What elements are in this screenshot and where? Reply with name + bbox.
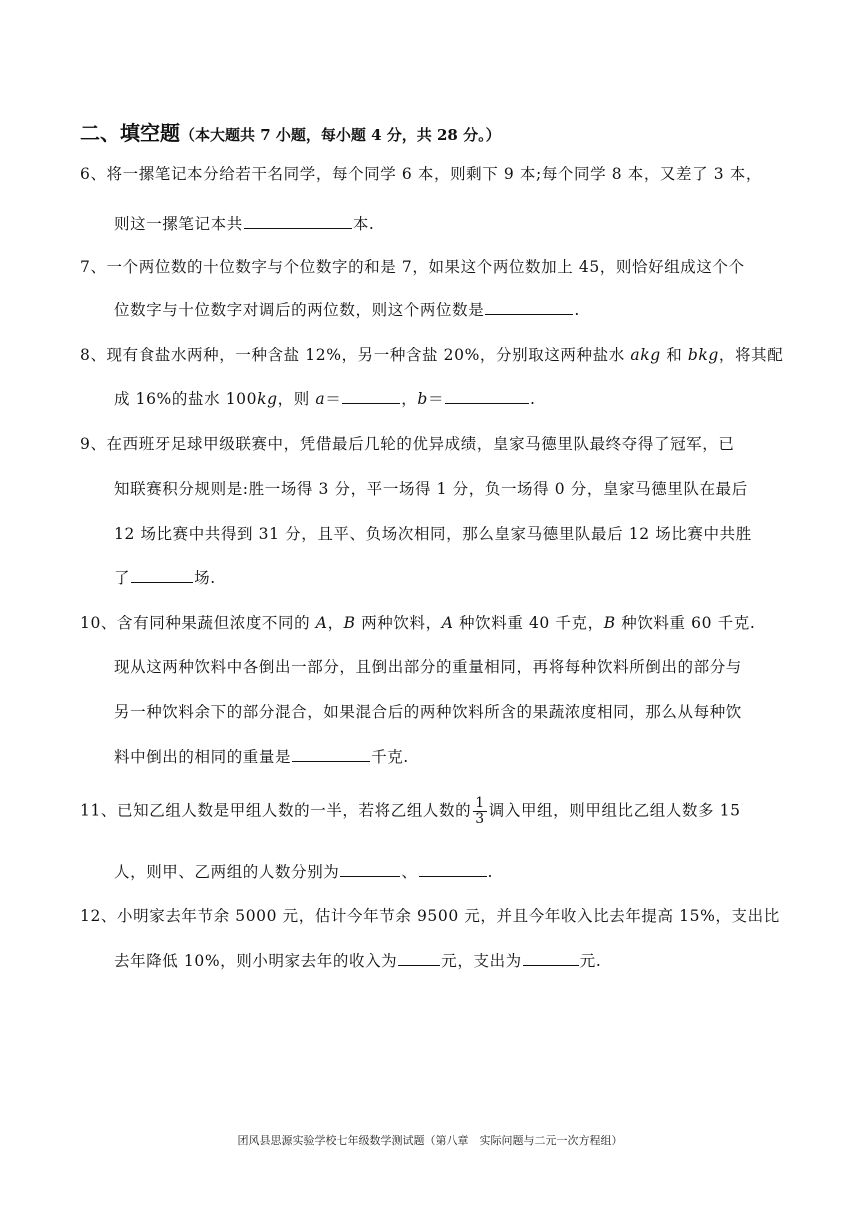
answer-blank-income[interactable] <box>398 964 440 966</box>
question-10-line-2: 现从这两种饮料中各倒出一部分，且倒出部分的重量相同，再将每种饮料所倒出的部分与 <box>114 658 742 676</box>
question-10-text: 种饮料重 40 千克， <box>453 614 604 632</box>
question-7-line-2 <box>114 298 580 320</box>
page-footer: 团风县思源实验学校七年级数学测试题（第八章 实际问题与二元一次方程组） <box>237 1134 623 1147</box>
variable-B: B <box>603 614 616 632</box>
question-9-line-4 <box>114 566 216 588</box>
question-8-line-2 <box>114 387 536 409</box>
question-6-line-1: 6、将一摞笔记本分给若干名同学，每个同学 6 本，则剩下 9 本;每个同学 8 本，又差了 3 本， <box>80 165 762 183</box>
question-7-line-1: 7、一个两位数的十位数字与个位数字的和是 7，如果这个两位数加上 45，则恰好组成这个个 <box>80 258 745 276</box>
question-8-text: ，将其配 <box>718 346 784 364</box>
answer-blank-expense[interactable] <box>523 964 579 966</box>
question-6-line-2 <box>114 212 374 234</box>
question-10-line-3: 另一种饮料余下的部分混合，如果混合后的两种饮料所含的果蔬浓度相同，那么从每种饮 <box>114 703 742 721</box>
variable-b: b <box>417 390 428 408</box>
answer-blank-q9[interactable] <box>131 581 193 583</box>
question-8-text: 8、现有食盐水两种，一种含盐 12%，另一种含盐 20%，分别取这两种盐水 <box>80 346 631 364</box>
variable-akg: akg <box>630 346 661 364</box>
question-12-line-1: 12、小明家去年节余 5000 元，估计今年节余 9500 元，并且今年收入比去年提高 15%，支出比 <box>80 907 780 925</box>
comma: ， <box>401 390 418 408</box>
question-10-unit: 千克. <box>371 748 409 766</box>
question-10-text: 10、含有同种果蔬但浓度不同的 <box>80 614 316 632</box>
answer-blank-group-a[interactable] <box>340 875 400 877</box>
answer-blank-b[interactable] <box>445 402 529 404</box>
variable-A: A <box>315 614 328 632</box>
answer-blank-q10[interactable] <box>292 760 370 762</box>
section-heading <box>80 117 501 146</box>
question-8-text: ，则 <box>277 390 316 408</box>
separator: 、 <box>401 863 418 881</box>
question-12-unit: 元. <box>579 952 602 970</box>
question-9-line-1: 9、在西班牙足球甲级联赛中，凭借最后几轮的优异成绩，皇家马德里队最终夺得了冠军，已 <box>80 435 735 453</box>
question-10-text: 种饮料重 60 千克. <box>615 614 756 632</box>
question-9-text: 了 <box>114 569 131 587</box>
question-6-text: 则这一摞笔记本共 <box>114 215 243 233</box>
answer-blank-q7[interactable] <box>485 313 573 315</box>
question-11-line-2 <box>114 860 493 882</box>
question-11-line-1 <box>80 796 741 827</box>
question-10-line-4 <box>114 745 409 767</box>
fraction-one-third <box>473 796 487 827</box>
question-7-text: 位数字与十位数字对调后的两位数，则这个两位数是 <box>114 301 485 319</box>
question-9-line-2: 知联赛积分规则是:胜一场得 3 分，平一场得 1 分，负一场得 0 分，皇家马德里队在最后 <box>114 480 748 498</box>
question-12-text: 去年降低 10%，则小明家去年的收入为 <box>114 952 398 970</box>
question-8-line-1 <box>80 343 783 365</box>
question-9-line-3: 12 场比赛中共得到 31 分，且平、负场次相同，那么皇家马德里队最后 12 场比赛中共胜 <box>114 525 752 543</box>
variable-kg: kg <box>257 390 278 408</box>
question-10-text: 料中倒出的相同的重量是 <box>114 748 292 766</box>
answer-blank-q6[interactable] <box>244 227 352 229</box>
variable-B: B <box>343 614 356 632</box>
question-12-line-2 <box>114 949 601 971</box>
question-10-text: 两种饮料， <box>355 614 442 632</box>
question-12-text: 元，支出为 <box>441 952 522 970</box>
question-10-line-1 <box>80 611 755 633</box>
question-8-end: . <box>530 390 536 408</box>
question-8-text: 和 <box>660 346 688 364</box>
question-6-unit: 本. <box>352 215 375 233</box>
section-title: 二、填空题 <box>80 121 180 145</box>
variable-bkg: bkg <box>687 346 719 364</box>
question-11-text: 11、已知乙组人数是甲组人数的一半，若将乙组人数的 <box>80 801 472 820</box>
question-10-text: ， <box>327 614 344 632</box>
variable-A: A <box>441 614 454 632</box>
fraction-denominator: 3 <box>475 811 485 827</box>
question-7-end: . <box>574 301 580 319</box>
question-11-text: 调入甲组，则甲组比乙组人数多 15 <box>488 801 741 820</box>
fraction-numerator: 1 <box>475 795 485 811</box>
answer-blank-group-b[interactable] <box>419 875 487 877</box>
question-11-end: . <box>487 863 494 881</box>
equals-sign: ＝ <box>325 390 342 408</box>
question-8-text: 成 16%的盐水 100 <box>114 390 258 408</box>
equals-sign: ＝ <box>427 390 445 408</box>
variable-a: a <box>315 390 326 408</box>
section-note: （本大题共 7 小题，每小题 4 分，共 28 分。） <box>180 126 501 144</box>
answer-blank-a[interactable] <box>342 402 400 404</box>
question-11-text: 人，则甲、乙两组的人数分别为 <box>114 863 340 881</box>
question-9-unit: 场. <box>194 569 216 587</box>
